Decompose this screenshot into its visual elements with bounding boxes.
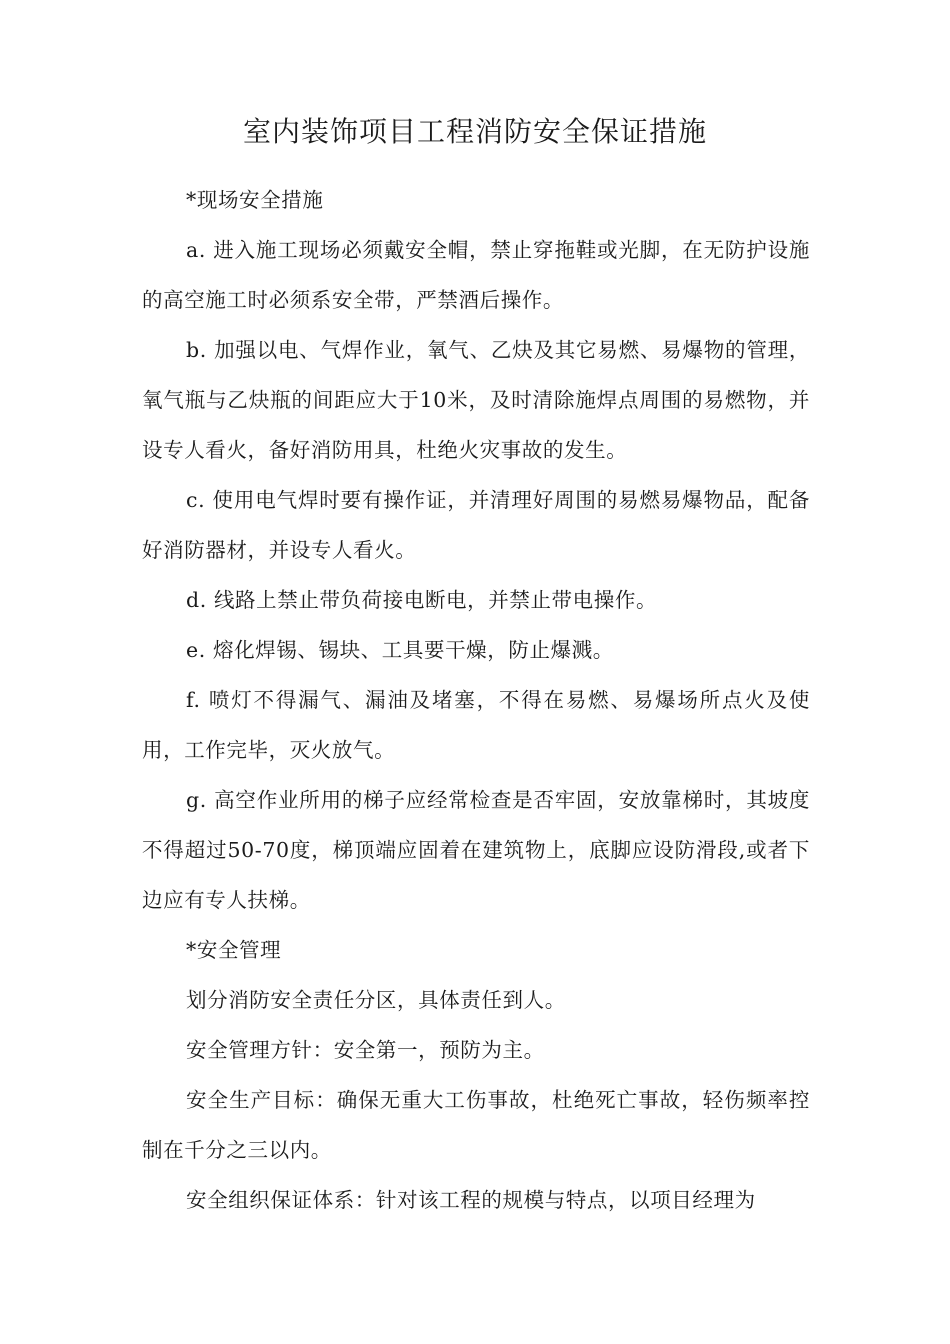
paragraph-responsibility-zones: 划分消防安全责任分区，具体责任到人。 (186, 988, 566, 1012)
paragraph-c: c. 使用电气焊时要有操作证，并清理好周围的易燃易爆物品，配备好消防器材，并设专人看火。 (142, 488, 810, 562)
paragraph-organization-system: 安全组织保证体系：针对该工程的规模与特点，以项目经理为 (186, 1188, 756, 1212)
document-title: 室内装饰项目工程消防安全保证措施 (242, 115, 707, 148)
section-heading-site-safety: *现场安全措施 (186, 188, 324, 212)
paragraph-management-policy: 安全管理方针：安全第一，预防为主。 (186, 1038, 545, 1062)
paragraph-f: f. 喷灯不得漏气、漏油及堵塞，不得在易燃、易爆场所点火及使用，工作完毕，灭火放气。 (142, 688, 810, 762)
paragraph-d: d. 线路上禁止带负荷接电断电，并禁止带电操作。 (186, 588, 658, 612)
paragraph-g: g. 高空作业所用的梯子应经常检查是否牢固，安放靠梯时，其坡度不得超过50-70度，梯顶端应固着在建筑物上，底脚应设防滑段,或者下边应有专人扶梯。 (142, 788, 810, 912)
paragraph-production-goal: 安全生产目标：确保无重大工伤事故，杜绝死亡事故，轻伤频率控制在千分之三以内。 (142, 1088, 810, 1162)
paragraph-a: a. 进入施工现场必须戴安全帽，禁止穿拖鞋或光脚，在无防护设施的高空施工时必须系安全带，严禁酒后操作。 (142, 238, 810, 312)
paragraph-b: b. 加强以电、气焊作业，氧气、乙炔及其它易燃、易爆物的管理，氧气瓶与乙炔瓶的间距应大于10米，及时清除施焊点周围的易燃物，并设专人看火，备好消防用具，杜绝火灾事故的发生。 (142, 338, 810, 462)
section-heading-safety-management: *安全管理 (186, 938, 282, 962)
document-body (142, 175, 810, 1225)
paragraph-e: e. 熔化焊锡、锡块、工具要干燥，防止爆溅。 (186, 638, 614, 662)
